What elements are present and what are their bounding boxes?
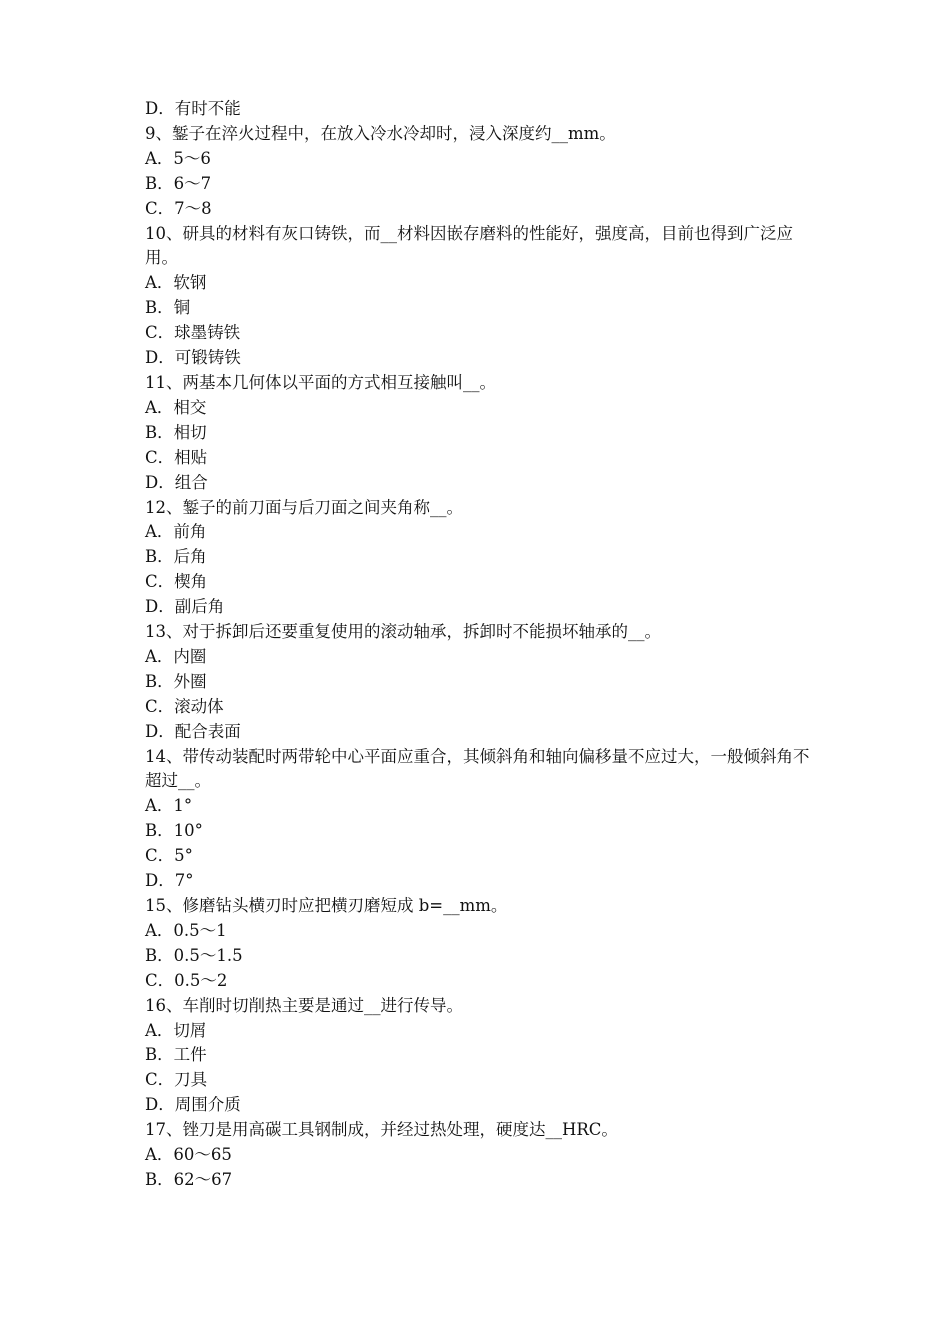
option-line: D．配合表面: [145, 721, 241, 741]
option-line: A．内圈: [145, 646, 207, 666]
option-line: C．相贴: [145, 447, 208, 467]
question-9: 9、錾子在淬火过程中，在放入冷水冷却时，浸入深度约__mm。: [145, 123, 616, 143]
option-line: C．球墨铸铁: [145, 323, 241, 343]
option-line: B．铜: [145, 298, 191, 318]
option-line: A．60～65: [145, 1145, 232, 1165]
text-line: D．有时不能: [145, 99, 241, 118]
option-line: B．相切: [145, 422, 207, 442]
option-line: D．副后角: [145, 597, 225, 617]
option-line: A．前角: [145, 522, 207, 542]
question-13: 13、对于拆卸后还要重复使用的滚动轴承，拆卸时不能损坏轴承的__。: [145, 622, 661, 642]
option-line: C．楔角: [145, 572, 208, 592]
option-line: C．刀具: [145, 1070, 208, 1090]
option-line: A．0.5～1: [145, 920, 227, 940]
option-line: D．可锻铸铁: [145, 348, 241, 368]
option-line: B．62～67: [145, 1169, 233, 1189]
question-11: 11、两基本几何体以平面的方式相互接触叫__。: [145, 372, 496, 392]
option-line: C．滚动体: [145, 696, 224, 716]
question-16: 16、车削时切削热主要是通过__进行传导。: [145, 995, 463, 1015]
question-17: 17、锉刀是用高碳工具钢制成，并经过热处理，硬度达__HRC。: [145, 1120, 618, 1140]
document-body: [145, 97, 815, 1193]
option-line: A．5～6: [145, 148, 211, 168]
question-15: 15、修磨钻头横刃时应把横刃磨短成 b=__mm。: [145, 896, 508, 915]
question-10: 10、研具的材料有灰口铸铁，而__材料因嵌存磨料的性能好，强度高，目前也得到广泛应用。: [145, 223, 793, 268]
option-line: B．后角: [145, 547, 207, 567]
option-line: B．6～7: [145, 173, 212, 193]
option-line: D．7°: [145, 871, 194, 891]
option-line: C．0.5～2: [145, 970, 228, 990]
option-line: C．7～8: [145, 198, 212, 218]
option-line: B．工件: [145, 1045, 207, 1065]
option-line: A．相交: [145, 397, 207, 417]
option-line: C．5°: [145, 846, 193, 866]
option-line: A．软钢: [145, 273, 207, 293]
option-line: A．1°: [145, 796, 193, 816]
option-line: B．外圈: [145, 671, 207, 691]
option-line: D．组合: [145, 472, 208, 492]
question-12: 12、錾子的前刀面与后刀面之间夹角称__。: [145, 497, 463, 517]
question-14: 14、带传动装配时两带轮中心平面应重合，其倾斜角和轴向偏移量不应过大，一般倾斜角不超过__。: [145, 746, 810, 791]
option-line: B．0.5～1.5: [145, 945, 243, 965]
option-line: A．切屑: [145, 1020, 207, 1040]
option-line: D．周围介质: [145, 1095, 241, 1115]
option-line: B．10°: [145, 821, 203, 841]
